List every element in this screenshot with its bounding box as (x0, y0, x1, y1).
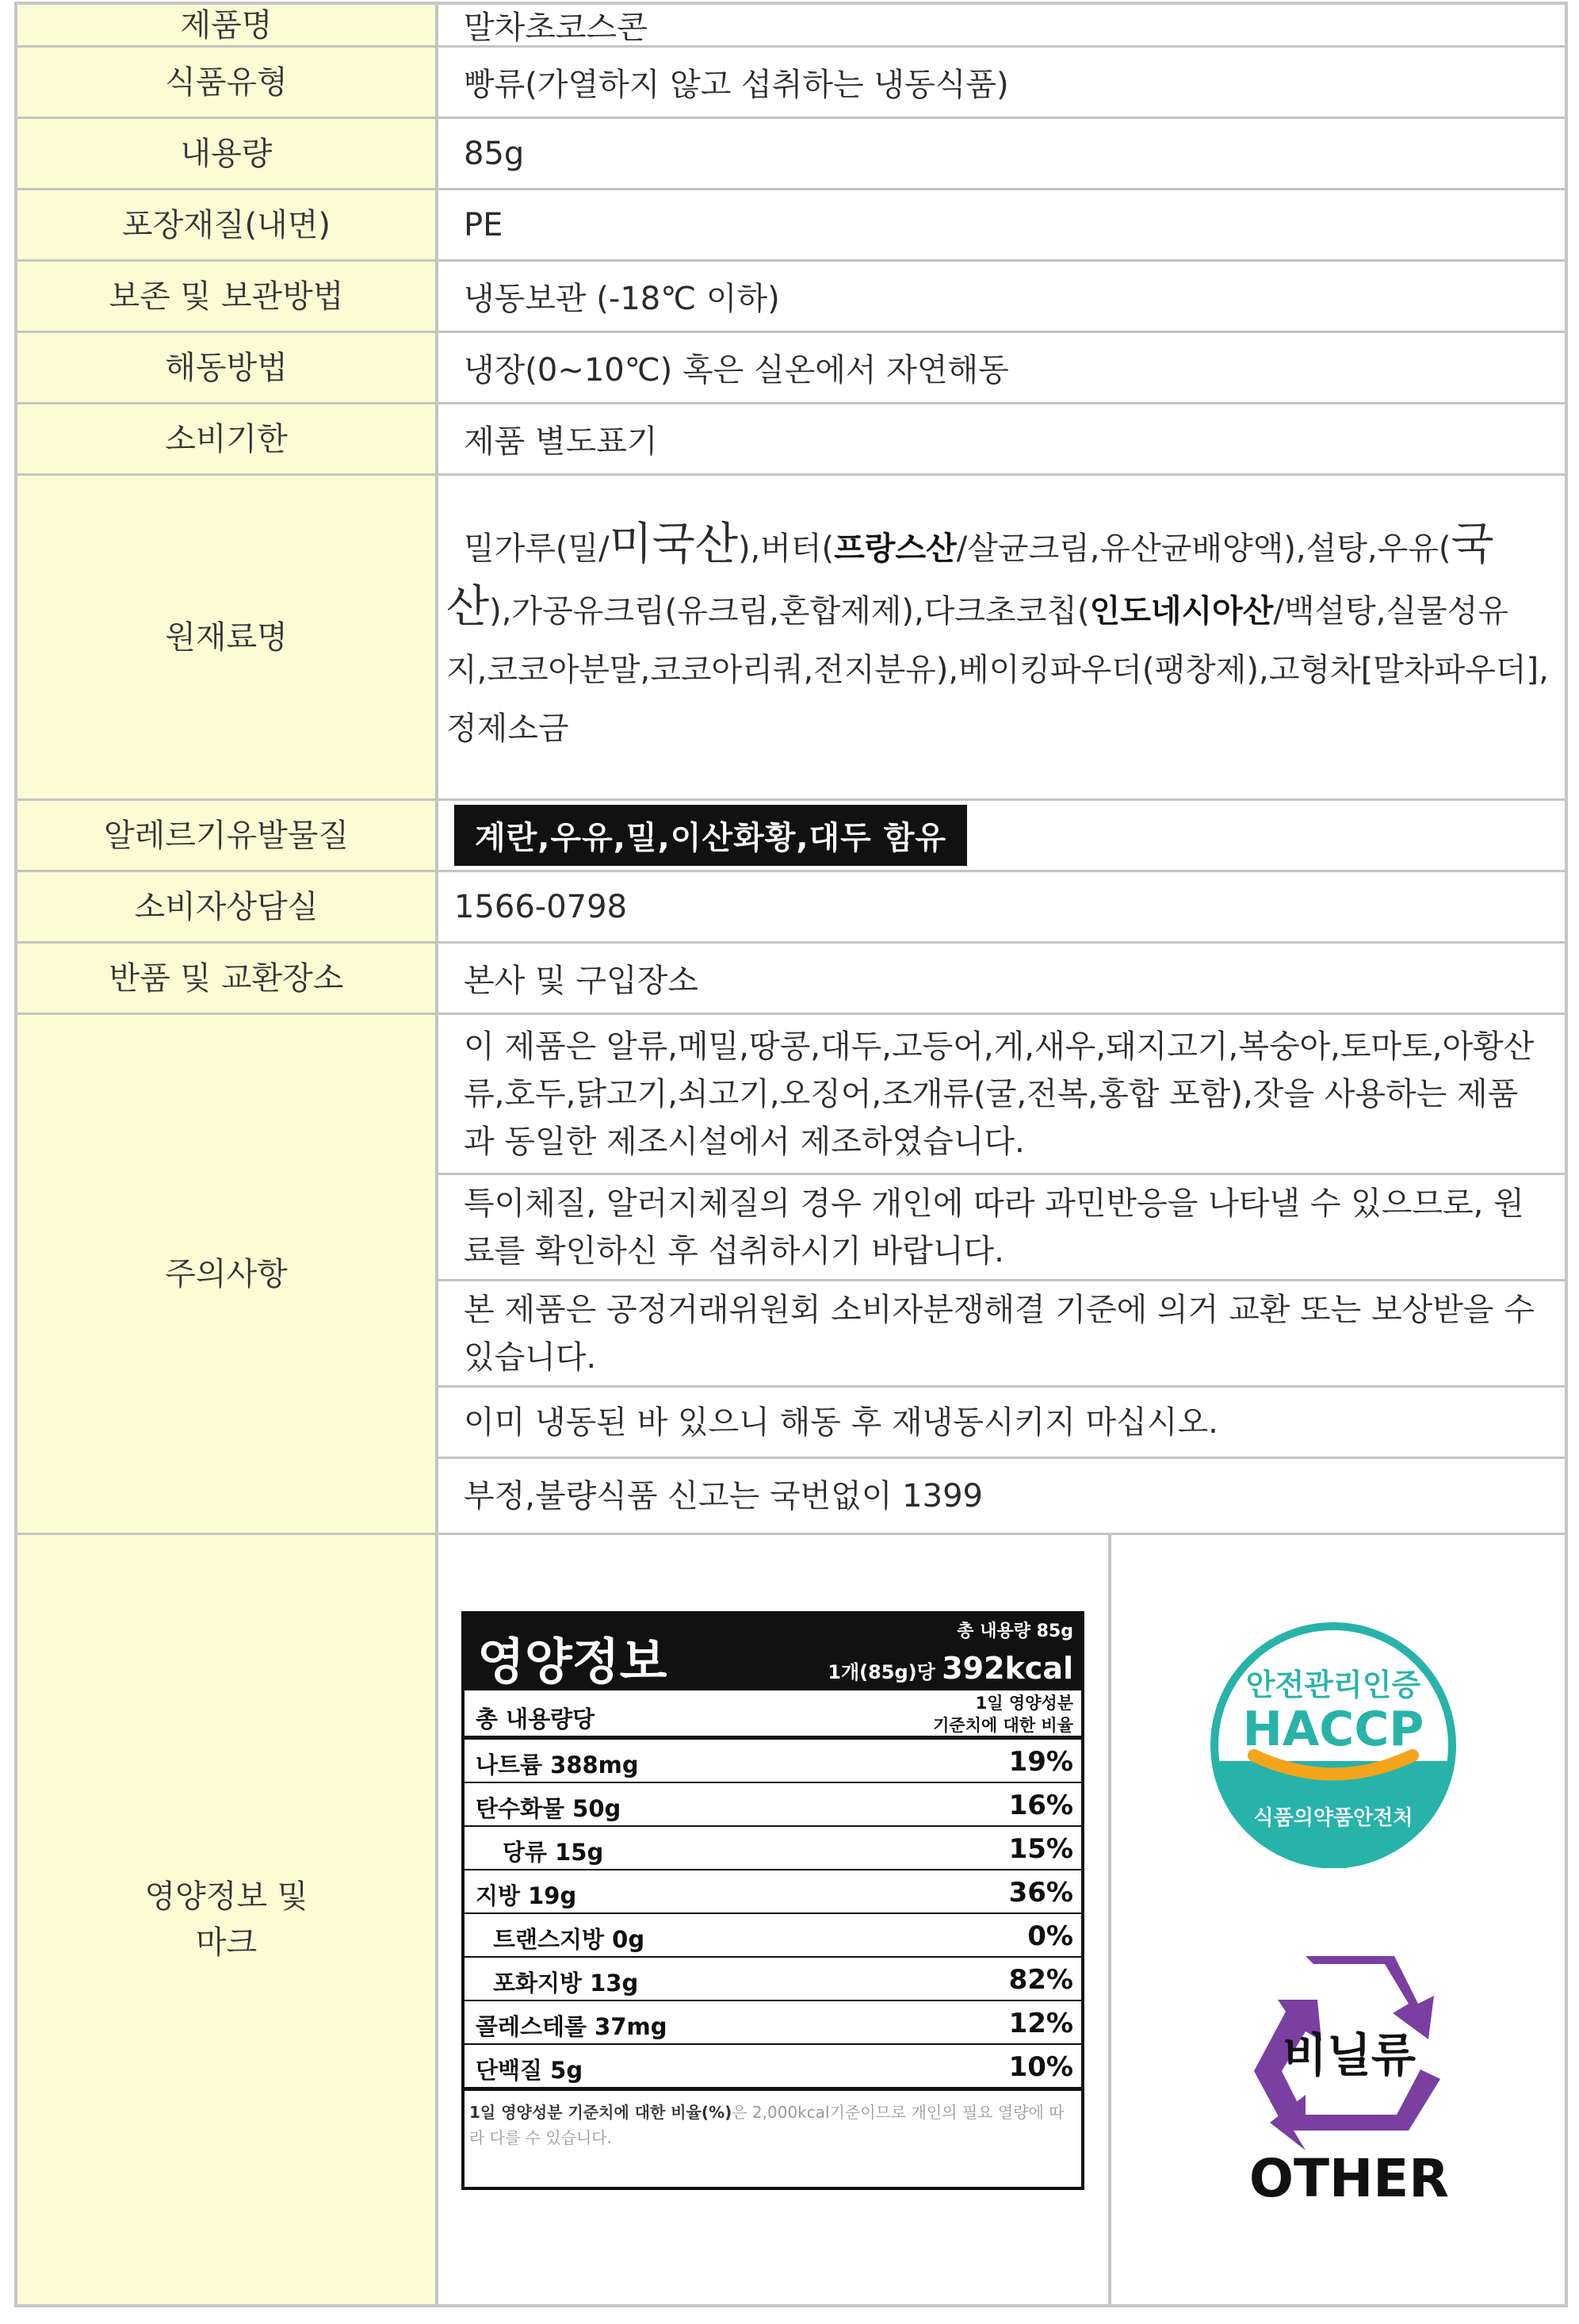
row-product-name (17, 5, 1565, 48)
caution-item: 부정,불량식품 신고는 국번없이 1399 (464, 1477, 983, 1514)
caution-item: 이미 냉동된 바 있으니 해동 후 재냉동시키지 마십시오. (438, 1388, 1565, 1459)
row-packaging (17, 190, 1565, 262)
label: 포장재질(내면) (17, 190, 438, 259)
haccp-logo-icon (1206, 1622, 1460, 1868)
recycle-vinyl-icon (1238, 1944, 1460, 2214)
nutrient-pct: 10% (1008, 2051, 1073, 2083)
nutrient-pct: 15% (1008, 1833, 1073, 1865)
label-line: 영양정보 및 (144, 1878, 308, 1915)
nutrition-row (465, 1740, 1081, 1783)
nutrition-header-left: 총 내용량당 (476, 1706, 595, 1732)
ing-origin-indonesia: 인도네시아산 (1089, 593, 1274, 630)
row-return (17, 944, 1565, 1015)
nutrition-kcal-line (828, 1651, 1073, 1686)
nutrition-row (465, 1914, 1081, 1958)
nutrient-pct: 0% (1027, 1920, 1073, 1952)
label: 내용량 (17, 119, 438, 188)
row-allergen (17, 801, 1565, 872)
ing-part: /백설탕,실물성유지,코코아분말,코코아리쿼,전지분유),베이킹파우더(팽창제),고형차[말차파우더],정제소금 (446, 593, 1549, 747)
label: 주의사항 (17, 1015, 438, 1533)
ingredients-text (438, 476, 1565, 798)
nutrition-total: 총 내용량 85g (957, 1621, 1073, 1641)
nutrient-name: 콜레스테롤 37mg (476, 2013, 667, 2040)
nutrient-pct: 12% (1008, 2008, 1073, 2039)
label: 알레르기유발물질 (17, 801, 438, 870)
haccp-top-text: 안전관리인증 (1245, 1667, 1421, 1702)
marks-divider (1108, 1535, 1111, 2304)
value: 냉장(0~10℃) 혹은 실온에서 자연해동 (464, 352, 1009, 389)
value: 말차초코스콘 (464, 10, 648, 46)
nutrition-title: 영양정보 (477, 1633, 667, 1690)
label-line: 마크 (195, 1924, 258, 1961)
value: 1566-0798 (454, 888, 628, 925)
ing-origin-usa: 미국산 (609, 519, 738, 570)
caution-item: 본 제품은 공정거래위원회 소비자분쟁해결 기준에 의거 교환 또는 보상받을 수 있습니다. (438, 1281, 1565, 1388)
ing-part: ),버터( (737, 530, 835, 567)
nutrient-name: 탄수화물 50g (476, 1795, 621, 1822)
footnote-rest: 은 2,000kcal기준이므로 개인의 필요 열량에 따라 다를 수 있습니다. (469, 2103, 1065, 2147)
nutrient-pct: 36% (1008, 1877, 1073, 1909)
caution-item: 이 제품은 알류,메밀,땅콩,대두,고등어,게,새우,돼지고기,복숭아,토마토,아황산류,호두,닭고기,쇠고기,오징어,조개류(굴,전복,홍합 포함),잣을 사용하는 제품과 동일한 제조시설에서 제조하였습니다. (438, 1015, 1565, 1175)
value: 85g (464, 135, 525, 172)
row-content (17, 119, 1565, 190)
nutrition-serving: 1개(85g)당 (828, 1661, 935, 1683)
label: 원재료명 (17, 476, 438, 798)
nutrition-row (465, 2045, 1081, 2091)
nutrition-row (465, 2001, 1081, 2045)
nutrition-facts (461, 1611, 1084, 2190)
nutrient-name: 트랜스지방 0g (493, 1926, 645, 1953)
nutrition-row (465, 1958, 1081, 2001)
haccp-bottom-text: 식품의약품안전처 (1253, 1806, 1413, 1830)
nutrient-pct: 16% (1008, 1790, 1073, 1821)
nutrition-header (465, 1614, 1081, 1690)
recycle-word: 비닐류 (1282, 2028, 1417, 2082)
nutrient-name: 당류 15g (503, 1839, 604, 1866)
footnote-bold: 1일 영양성분 기준치에 대한 비율(%) (469, 2103, 732, 2122)
row-caution (17, 1015, 1565, 1535)
row-storage (17, 262, 1565, 333)
nutrient-name: 포화지방 13g (493, 1970, 639, 1997)
row-expiry (17, 404, 1565, 476)
ing-part: 밀가루(밀/ (464, 530, 610, 567)
ing-origin-korea: 국산 (446, 519, 1494, 633)
value: 본사 및 구입장소 (464, 963, 698, 999)
nutrient-name: 나트륨 388mg (476, 1752, 639, 1778)
ing-part: /살균크림,유산균배양액),설탕,우유( (956, 530, 1451, 567)
nutrition-footnote (469, 2100, 1076, 2150)
row-consumer (17, 872, 1565, 944)
header-right-line: 1일 영양성분 (975, 1694, 1073, 1713)
nutrition-col-header (465, 1690, 1081, 1740)
label: 반품 및 교환장소 (17, 944, 438, 1013)
allergen-badge: 계란,우유,밀,이산화황,대두 함유 (454, 805, 967, 866)
label (17, 1535, 438, 2304)
value: 냉동보관 (-18℃ 이하) (464, 281, 780, 317)
nutrition-kcal: 392kcal (942, 1651, 1073, 1686)
value: 빵류(가열하지 않고 섭취하는 냉동식품) (464, 67, 1009, 103)
nutrition-header-right (933, 1692, 1073, 1736)
haccp-main-text: HACCP (1242, 1702, 1424, 1757)
row-marks (17, 1535, 1565, 2304)
product-info-table (14, 2, 1568, 2307)
ing-part: ),가공유크림(유크림,혼합제제),다크초코칩( (489, 593, 1090, 630)
label: 제품명 (17, 5, 438, 45)
nutrient-pct: 82% (1008, 1964, 1073, 1996)
label: 소비자상담실 (17, 872, 438, 941)
nutrition-row (465, 1827, 1081, 1870)
nutrition-row (465, 1783, 1081, 1827)
label: 소비기한 (17, 404, 438, 473)
label: 보존 및 보관방법 (17, 262, 438, 331)
nutrient-name: 지방 19g (476, 1882, 577, 1909)
row-ingredients (17, 476, 1565, 801)
value: PE (464, 206, 503, 243)
nutrient-name: 단백질 5g (476, 2057, 583, 2084)
ing-origin-france: 프랑스산 (834, 530, 957, 567)
caution-item: 특이체질, 알러지체질의 경우 개인에 따라 과민반응을 나타낼 수 있으므로, 원료를 확인하신 후 섭취하시기 바랍니다. (438, 1175, 1565, 1281)
label: 식품유형 (17, 48, 438, 117)
recycle-sub: OTHER (1248, 2148, 1450, 2209)
value: 제품 별도표기 (464, 423, 658, 460)
nutrient-pct: 19% (1008, 1746, 1073, 1778)
row-food-type (17, 48, 1565, 119)
row-thaw (17, 333, 1565, 404)
header-right-line: 기준치에 대한 비율 (933, 1716, 1073, 1735)
label: 해동방법 (17, 333, 438, 402)
nutrition-row (465, 1870, 1081, 1914)
